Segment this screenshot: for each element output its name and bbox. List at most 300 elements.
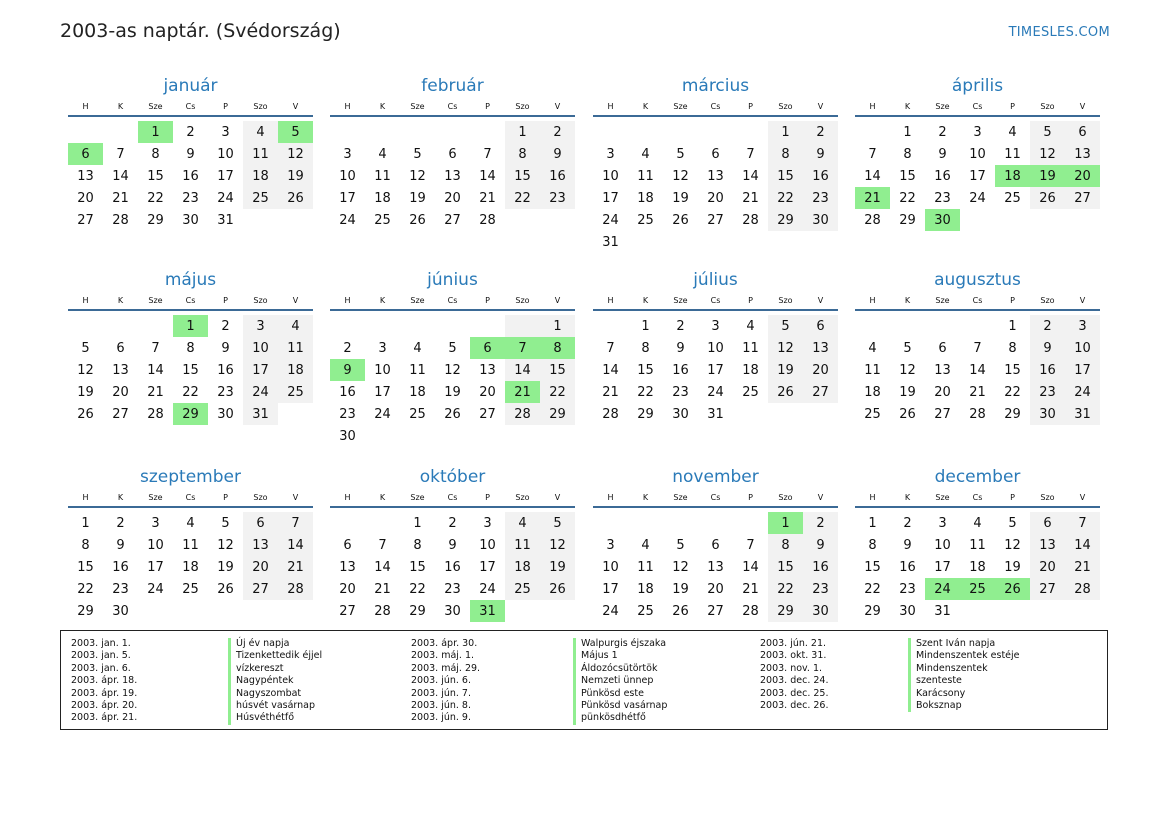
month-5: [330, 269, 575, 447]
weekday-header: Szo: [1040, 295, 1055, 305]
day-cell: 31: [217, 212, 234, 228]
legend-date: 2003. okt. 31.: [760, 650, 827, 662]
weekday-header: H: [607, 295, 614, 305]
day-cell: 1: [81, 515, 90, 531]
day-cell: 10: [243, 337, 278, 359]
month-1: [330, 75, 575, 231]
weekday-header: V: [292, 295, 299, 305]
day-cell: 14: [374, 559, 391, 575]
empty-cell: [435, 315, 470, 337]
empty-cell: [698, 512, 733, 534]
weekday-header-row: [330, 291, 575, 311]
empty-cell: [960, 600, 995, 622]
day-cell: 28: [602, 406, 619, 422]
day-cell: 6: [243, 512, 278, 534]
empty-cell: [890, 315, 925, 337]
day-cell: 7: [278, 512, 313, 534]
legend-date: 2003. dec. 24.: [760, 675, 829, 687]
day-cell: 5: [540, 512, 575, 534]
weekday-header: H: [344, 492, 351, 502]
day-cell: 22: [147, 190, 164, 206]
day-cell: 15: [864, 559, 881, 575]
empty-cell: [663, 121, 698, 143]
day-grid: [855, 512, 1100, 622]
day-cell: 4: [505, 512, 540, 534]
weekday-header: Cs: [972, 101, 983, 111]
day-cell: 2: [903, 515, 912, 531]
empty-cell: [698, 231, 733, 253]
day-cell: 27: [1065, 187, 1100, 209]
day-cell: 22: [1004, 384, 1021, 400]
weekday-header: P: [748, 295, 753, 305]
legend-holiday-name: Nemzeti ünnep: [573, 675, 667, 687]
empty-cell: [365, 512, 400, 534]
day-cell: 7: [746, 537, 755, 553]
empty-cell: [733, 512, 768, 534]
weekday-header-row: [68, 97, 313, 117]
day-cell: 23: [672, 384, 689, 400]
weekday-header: Sze: [935, 492, 950, 502]
day-cell: 18: [243, 165, 278, 187]
legend-holiday-name: Pünkösd vasárnap: [573, 700, 667, 712]
day-cell: 21: [742, 581, 759, 597]
legend-names-col-1: [228, 638, 322, 725]
day-cell: 22: [768, 578, 803, 600]
day-cell: 3: [378, 340, 387, 356]
day-cell: 8: [768, 534, 803, 556]
weekday-header: Sze: [673, 295, 688, 305]
day-cell: 25: [864, 406, 881, 422]
weekday-header: P: [485, 101, 490, 111]
day-cell: 1: [641, 318, 650, 334]
day-cell: 14: [112, 168, 129, 184]
month-11: [855, 466, 1100, 622]
day-cell: 28: [147, 406, 164, 422]
day-cell: 23: [112, 581, 129, 597]
day-cell: 13: [934, 362, 951, 378]
day-cell: 5: [278, 121, 313, 143]
day-cell: 26: [768, 381, 803, 403]
empty-cell: [103, 121, 138, 143]
legend-holiday-name: Walpurgis éjszaka: [573, 638, 667, 650]
day-cell: 27: [112, 406, 129, 422]
day-cell: 27: [803, 381, 838, 403]
site-link[interactable]: TIMESLES.COM: [1008, 25, 1110, 40]
day-cell: 19: [672, 190, 689, 206]
weekday-header: K: [642, 492, 649, 502]
day-cell: 9: [1030, 337, 1065, 359]
day-cell: 27: [77, 212, 94, 228]
day-cell: 16: [672, 362, 689, 378]
holiday-legend: [60, 630, 1108, 730]
weekday-header: H: [869, 295, 876, 305]
day-cell: 26: [409, 212, 426, 228]
empty-cell: [505, 600, 540, 622]
day-cell: 12: [540, 534, 575, 556]
weekday-header: H: [607, 101, 614, 111]
day-cell: 11: [864, 362, 881, 378]
day-cell: 11: [637, 559, 654, 575]
empty-cell: [803, 231, 838, 253]
legend-holiday-name: Mindenszentek: [908, 663, 1020, 675]
legend-holiday-name: Mindenszentek estéje: [908, 650, 1020, 662]
empty-cell: [330, 121, 365, 143]
day-cell: 21: [479, 190, 496, 206]
weekday-header: H: [82, 492, 89, 502]
day-cell: 2: [186, 124, 195, 140]
day-cell: 23: [803, 578, 838, 600]
day-cell: 19: [409, 190, 426, 206]
weekday-header: Sze: [410, 295, 425, 305]
month-name: május: [164, 270, 217, 290]
day-cell: 24: [147, 581, 164, 597]
weekday-header: Szo: [515, 492, 530, 502]
day-cell: 27: [444, 212, 461, 228]
day-grid: [68, 512, 313, 622]
month-name: január: [163, 76, 218, 96]
day-grid: [330, 512, 575, 622]
weekday-header: Cs: [710, 492, 721, 502]
day-cell: 24: [339, 212, 356, 228]
day-cell: 17: [243, 359, 278, 381]
day-cell: 30: [112, 603, 129, 619]
day-cell: 27: [243, 578, 278, 600]
day-cell: 10: [339, 168, 356, 184]
empty-cell: [173, 600, 208, 622]
weekday-header-row: [855, 488, 1100, 508]
day-cell: 16: [540, 165, 575, 187]
empty-cell: [733, 121, 768, 143]
empty-cell: [663, 512, 698, 534]
weekday-header-row: [330, 488, 575, 508]
weekday-header: Sze: [410, 492, 425, 502]
day-cell: 9: [803, 534, 838, 556]
day-cell: 13: [112, 362, 129, 378]
weekday-header: V: [554, 492, 561, 502]
weekday-header-row: [68, 291, 313, 311]
day-cell: 26: [672, 212, 689, 228]
month-name: március: [681, 76, 750, 96]
day-cell: 12: [899, 362, 916, 378]
day-cell: 18: [637, 190, 654, 206]
day-cell: 11: [278, 337, 313, 359]
legend-holiday-name: Szent Iván napja: [908, 638, 1020, 650]
day-cell: 28: [374, 603, 391, 619]
empty-cell: [768, 403, 803, 425]
day-cell: 20: [934, 384, 951, 400]
day-cell: 19: [444, 384, 461, 400]
day-cell: 3: [243, 315, 278, 337]
weekday-header: P: [223, 101, 228, 111]
day-cell: 16: [1030, 359, 1065, 381]
day-cell: 6: [1030, 512, 1065, 534]
day-cell: 2: [343, 340, 352, 356]
day-cell: 3: [606, 146, 615, 162]
day-cell: 26: [444, 406, 461, 422]
weekday-header: V: [817, 295, 824, 305]
empty-cell: [540, 600, 575, 622]
day-cell: 14: [147, 362, 164, 378]
weekday-header: V: [554, 101, 561, 111]
page-title: 2003-as naptár. (Svédország): [60, 20, 341, 42]
weekday-header-row: [593, 291, 838, 311]
day-cell: 6: [470, 337, 505, 359]
legend-date: 2003. ápr. 19.: [71, 687, 138, 699]
day-cell: 28: [864, 212, 881, 228]
day-cell: 5: [413, 146, 422, 162]
day-cell: 29: [540, 403, 575, 425]
weekday-header: Sze: [673, 492, 688, 502]
day-cell: 18: [182, 559, 199, 575]
day-cell: 16: [899, 559, 916, 575]
weekday-header: H: [82, 101, 89, 111]
weekday-header-row: [855, 291, 1100, 311]
empty-cell: [628, 231, 663, 253]
day-cell: 11: [243, 143, 278, 165]
day-cell: 30: [217, 406, 234, 422]
day-cell: 20: [803, 359, 838, 381]
month-name: november: [672, 467, 759, 487]
weekday-header: Szo: [778, 101, 793, 111]
day-cell: 17: [147, 559, 164, 575]
empty-cell: [330, 512, 365, 534]
weekday-header: P: [1010, 295, 1015, 305]
day-cell: 21: [1065, 556, 1100, 578]
day-cell: 9: [116, 537, 125, 553]
day-cell: 24: [479, 581, 496, 597]
day-cell: 10: [707, 340, 724, 356]
legend-holiday-name: vízkereszt: [228, 663, 322, 675]
legend-holiday-name: Boksznap: [908, 700, 1020, 712]
day-cell: 15: [899, 168, 916, 184]
day-cell: 8: [186, 340, 195, 356]
day-cell: 25: [960, 578, 995, 600]
day-cell: 25: [637, 603, 654, 619]
day-cell: 6: [1065, 121, 1100, 143]
day-cell: 2: [116, 515, 125, 531]
day-cell: 31: [707, 406, 724, 422]
weekday-header: V: [1079, 101, 1086, 111]
day-cell: 25: [374, 212, 391, 228]
month-name: február: [421, 76, 484, 96]
weekday-header-row: [68, 488, 313, 508]
day-cell: 18: [864, 384, 881, 400]
day-cell: 20: [444, 190, 461, 206]
day-cell: 29: [864, 603, 881, 619]
day-cell: 6: [68, 143, 103, 165]
weekday-header: P: [485, 295, 490, 305]
weekday-header: Cs: [447, 101, 458, 111]
day-cell: 22: [182, 384, 199, 400]
day-cell: 9: [540, 143, 575, 165]
day-cell: 4: [868, 340, 877, 356]
day-cell: 13: [77, 168, 94, 184]
day-cell: 15: [77, 559, 94, 575]
day-cell: 22: [505, 187, 540, 209]
day-grid: [68, 121, 313, 231]
day-cell: 15: [1004, 362, 1021, 378]
day-cell: 5: [768, 315, 803, 337]
month-10: [593, 466, 838, 622]
day-cell: 20: [1030, 556, 1065, 578]
empty-cell: [243, 209, 278, 231]
day-cell: 15: [409, 559, 426, 575]
day-cell: 16: [217, 362, 234, 378]
day-cell: 9: [186, 146, 195, 162]
day-cell: 29: [768, 600, 803, 622]
day-cell: 28: [479, 212, 496, 228]
day-cell: 19: [77, 384, 94, 400]
day-cell: 19: [1030, 165, 1065, 187]
day-cell: 17: [217, 168, 234, 184]
month-name: december: [934, 467, 1021, 487]
day-cell: 7: [868, 146, 877, 162]
day-cell: 6: [711, 537, 720, 553]
empty-cell: [470, 121, 505, 143]
weekday-header: Cs: [185, 492, 196, 502]
day-grid: [593, 512, 838, 622]
day-cell: 23: [1030, 381, 1065, 403]
empty-cell: [593, 315, 628, 337]
empty-cell: [505, 209, 540, 231]
day-cell: 5: [81, 340, 90, 356]
day-cell: 16: [803, 556, 838, 578]
day-cell: 13: [243, 534, 278, 556]
day-cell: 29: [173, 403, 208, 425]
weekday-header: Szo: [515, 295, 530, 305]
day-cell: 9: [330, 359, 365, 381]
day-cell: 30: [803, 209, 838, 231]
weekday-header-row: [330, 97, 575, 117]
day-cell: 24: [1065, 381, 1100, 403]
day-cell: 20: [707, 190, 724, 206]
day-cell: 24: [925, 578, 960, 600]
empty-cell: [1065, 209, 1100, 231]
day-cell: 18: [969, 559, 986, 575]
legend-names-col-3: [908, 638, 1020, 712]
day-cell: 12: [1030, 143, 1065, 165]
day-grid: [855, 121, 1100, 231]
day-cell: 26: [995, 578, 1030, 600]
day-cell: 14: [505, 359, 540, 381]
day-cell: 26: [1030, 187, 1065, 209]
month-name: október: [419, 467, 486, 487]
day-cell: 12: [409, 168, 426, 184]
day-cell: 12: [1004, 537, 1021, 553]
weekday-header: K: [379, 295, 386, 305]
day-cell: 12: [444, 362, 461, 378]
empty-cell: [925, 315, 960, 337]
day-cell: 30: [339, 428, 356, 444]
day-cell: 16: [803, 165, 838, 187]
month-name: augusztus: [934, 270, 1021, 290]
empty-cell: [435, 425, 470, 447]
legend-date: 2003. máj. 29.: [411, 662, 481, 674]
day-cell: 24: [602, 212, 619, 228]
weekday-header: V: [1079, 492, 1086, 502]
day-cell: 4: [378, 146, 387, 162]
day-cell: 21: [147, 384, 164, 400]
empty-cell: [593, 512, 628, 534]
day-cell: 8: [903, 146, 912, 162]
legend-holiday-name: Áldozócsütörtök: [573, 663, 667, 675]
weekday-header: Cs: [710, 295, 721, 305]
weekday-header: H: [82, 295, 89, 305]
month-0: [68, 75, 313, 231]
day-cell: 8: [641, 340, 650, 356]
day-grid: [855, 315, 1100, 425]
day-cell: 11: [1004, 146, 1021, 162]
weekday-header: Cs: [447, 295, 458, 305]
day-cell: 12: [672, 168, 689, 184]
day-cell: 1: [540, 315, 575, 337]
day-cell: 19: [217, 559, 234, 575]
legend-date: 2003. jún. 8.: [411, 700, 472, 712]
legend-date: 2003. dec. 26.: [760, 700, 829, 712]
day-cell: 7: [505, 337, 540, 359]
day-grid: [330, 315, 575, 447]
day-cell: 5: [1030, 121, 1065, 143]
weekday-header: Szo: [778, 492, 793, 502]
legend-date: 2003. ápr. 30.: [411, 638, 478, 649]
day-cell: 14: [969, 362, 986, 378]
weekday-header: V: [292, 101, 299, 111]
day-cell: 17: [969, 168, 986, 184]
day-cell: 9: [676, 340, 685, 356]
day-cell: 12: [217, 537, 234, 553]
day-cell: 10: [479, 537, 496, 553]
empty-cell: [278, 209, 313, 231]
weekday-header: Sze: [935, 295, 950, 305]
legend-names-col-2: [573, 638, 667, 725]
day-cell: 20: [112, 384, 129, 400]
weekday-header-row: [855, 97, 1100, 117]
empty-cell: [365, 315, 400, 337]
day-cell: 10: [374, 362, 391, 378]
day-cell: 9: [938, 146, 947, 162]
day-cell: 13: [707, 168, 724, 184]
legend-date: 2003. ápr. 18.: [71, 675, 138, 687]
day-cell: 16: [182, 168, 199, 184]
day-cell: 18: [278, 359, 313, 381]
day-cell: 1: [768, 121, 803, 143]
day-cell: 6: [803, 315, 838, 337]
day-cell: 8: [505, 143, 540, 165]
day-cell: 7: [606, 340, 615, 356]
day-cell: 27: [707, 603, 724, 619]
day-cell: 24: [217, 190, 234, 206]
empty-cell: [505, 425, 540, 447]
day-cell: 28: [278, 578, 313, 600]
day-cell: 2: [803, 121, 838, 143]
legend-holiday-name: Húsvéthétfő: [228, 712, 322, 724]
month-name: július: [693, 270, 738, 290]
day-cell: 9: [903, 537, 912, 553]
day-cell: 28: [112, 212, 129, 228]
day-cell: 14: [742, 168, 759, 184]
day-cell: 1: [1008, 318, 1017, 334]
day-cell: 30: [803, 600, 838, 622]
weekday-header: K: [904, 295, 911, 305]
day-cell: 22: [409, 581, 426, 597]
day-cell: 23: [182, 190, 199, 206]
day-cell: 10: [1065, 337, 1100, 359]
day-cell: 3: [483, 515, 492, 531]
day-cell: 16: [934, 168, 951, 184]
day-cell: 2: [676, 318, 685, 334]
day-cell: 7: [746, 146, 755, 162]
day-cell: 8: [151, 146, 160, 162]
